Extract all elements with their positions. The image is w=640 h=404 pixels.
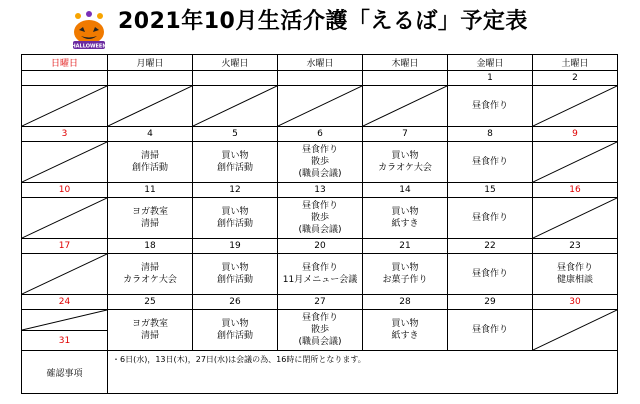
date-cell xyxy=(278,71,363,86)
diagonal-line xyxy=(193,86,277,126)
date-row xyxy=(22,71,618,86)
diagonal-line xyxy=(22,86,107,126)
date-cell: 18 xyxy=(108,239,193,254)
date-cell xyxy=(108,71,193,86)
confirm-note: ・6日(水)，13日(木)，27日(水)は会議の為、16時に閉所となります。 xyxy=(108,351,618,394)
svg-text:HALLOWEEN: HALLOWEEN xyxy=(71,43,107,50)
date-cell xyxy=(363,71,448,86)
date-cell-31: 31 xyxy=(58,335,71,346)
schedule-text: 清掃 カラオケ大会 xyxy=(123,263,177,285)
schedule-cell xyxy=(448,142,533,183)
date-cell: 6 xyxy=(278,127,363,142)
schedule-text: 買い物 創作活動 xyxy=(216,263,253,285)
schedule-cell xyxy=(448,198,533,239)
date-cell: 11 xyxy=(108,183,193,198)
date-cell: 5 xyxy=(193,127,278,142)
weekday-header: 日曜日 xyxy=(22,55,108,71)
schedule-text: ヨガ教室 清掃 xyxy=(131,319,168,341)
schedule-cell xyxy=(278,86,363,127)
diagonal-line xyxy=(533,310,617,350)
schedule-text: 昼食作り 11月メニュー会議 xyxy=(282,263,358,285)
date-cell: 29 xyxy=(448,295,533,310)
schedule-cell xyxy=(278,198,363,239)
schedule-text: 昼食作り 散歩 (職員会議) xyxy=(298,201,342,235)
schedule-text: 昼食作り 散歩 (職員会議) xyxy=(298,313,342,347)
date-cell: 23 xyxy=(533,239,618,254)
date-cell: 17 xyxy=(22,239,108,254)
date-cell: 10 xyxy=(22,183,108,198)
schedule-cell xyxy=(278,310,363,351)
date-cell: 16 xyxy=(533,183,618,198)
date-cell: 3 xyxy=(22,127,108,142)
schedule-text: 昼食作り xyxy=(471,101,508,111)
diagonal-line xyxy=(278,86,362,126)
confirm-row xyxy=(22,351,618,394)
schedule-text: 買い物 紙すき xyxy=(391,319,419,341)
schedule-text: 昼食作り xyxy=(471,269,508,279)
date-cell xyxy=(193,71,278,86)
date-row xyxy=(22,239,618,254)
schedule-cell xyxy=(363,142,448,183)
schedule-cell xyxy=(363,198,448,239)
schedule-cell xyxy=(108,86,193,127)
schedule-row xyxy=(22,310,618,351)
weekday-header: 木曜日 xyxy=(363,55,448,71)
diagonal-line xyxy=(22,310,107,330)
schedule-cell xyxy=(363,86,448,127)
schedule-cell xyxy=(22,142,108,183)
date-cell: 28 xyxy=(363,295,448,310)
confirm-label: 確認事項 xyxy=(22,351,108,394)
date-cell: 2 xyxy=(533,71,618,86)
date-cell: 4 xyxy=(108,127,193,142)
schedule-cell xyxy=(363,310,448,351)
diagonal-line xyxy=(22,142,107,182)
weekday-header: 月曜日 xyxy=(108,55,193,71)
date-cell: 19 xyxy=(193,239,278,254)
schedule-cell xyxy=(278,254,363,295)
date-row xyxy=(22,295,618,310)
diagonal-line xyxy=(22,198,107,238)
date-cell: 24 xyxy=(22,295,108,310)
date-cell: 8 xyxy=(448,127,533,142)
schedule-row xyxy=(22,86,618,127)
split-top xyxy=(22,310,107,331)
schedule-text: 昼食作り 散歩 (職員会議) xyxy=(298,145,342,179)
schedule-text: 買い物 カラオケ大会 xyxy=(378,151,432,173)
schedule-cell xyxy=(108,142,193,183)
date-cell: 7 xyxy=(363,127,448,142)
schedule-text: 買い物 お菓子作り xyxy=(382,263,428,285)
date-cell: 22 xyxy=(448,239,533,254)
weekday-header: 水曜日 xyxy=(278,55,363,71)
schedule-cell xyxy=(193,198,278,239)
halloween-pumpkin-icon xyxy=(70,10,108,50)
schedule-cell xyxy=(533,254,618,295)
diagonal-line xyxy=(533,198,617,238)
date-cell: 25 xyxy=(108,295,193,310)
schedule-cell xyxy=(448,86,533,127)
schedule-text: 買い物 紙すき xyxy=(391,207,419,229)
schedule-text: 昼食作り 健康相談 xyxy=(556,263,593,285)
date-cell: 30 xyxy=(533,295,618,310)
diagonal-line xyxy=(363,86,447,126)
diagonal-line xyxy=(108,86,192,126)
schedule-text: 買い物 創作活動 xyxy=(216,151,253,173)
schedule-text: 昼食作り xyxy=(471,325,508,335)
schedule-row xyxy=(22,254,618,295)
date-cell: 9 xyxy=(533,127,618,142)
date-row xyxy=(22,127,618,142)
schedule-text: 買い物 創作活動 xyxy=(216,319,253,341)
weekday-header: 土曜日 xyxy=(533,55,618,71)
schedule-cell xyxy=(193,310,278,351)
schedule-cell xyxy=(193,86,278,127)
page-title: 2021年10月生活介護「えるば」予定表 xyxy=(118,9,528,34)
diagonal-line xyxy=(533,142,617,182)
schedule-row xyxy=(22,142,618,183)
schedule-cell xyxy=(22,310,108,351)
schedule-row xyxy=(22,198,618,239)
schedule-cell xyxy=(193,254,278,295)
weekday-header: 金曜日 xyxy=(448,55,533,71)
schedule-cell xyxy=(448,254,533,295)
schedule-text: 買い物 創作活動 xyxy=(216,207,253,229)
date-row xyxy=(22,183,618,198)
date-cell: 1 xyxy=(448,71,533,86)
schedule-cell xyxy=(533,142,618,183)
schedule-cell xyxy=(22,198,108,239)
date-cell: 26 xyxy=(193,295,278,310)
date-cell: 21 xyxy=(363,239,448,254)
schedule-cell xyxy=(108,254,193,295)
weekday-header: 火曜日 xyxy=(193,55,278,71)
schedule-text: 昼食作り xyxy=(471,157,508,167)
date-cell: 20 xyxy=(278,239,363,254)
schedule-cell xyxy=(533,310,618,351)
header xyxy=(0,0,640,62)
schedule-text: ヨガ教室 清掃 xyxy=(131,207,168,229)
diagonal-line xyxy=(533,86,617,126)
schedule-cell xyxy=(22,254,108,295)
schedule-cell xyxy=(533,86,618,127)
date-cell: 12 xyxy=(193,183,278,198)
date-cell: 15 xyxy=(448,183,533,198)
schedule-cell xyxy=(533,198,618,239)
schedule-cell xyxy=(108,198,193,239)
schedule-cell xyxy=(22,86,108,127)
diagonal-line xyxy=(22,254,107,294)
schedule-text: 昼食作り xyxy=(471,213,508,223)
date-cell: 13 xyxy=(278,183,363,198)
date-cell: 14 xyxy=(363,183,448,198)
date-cell: 27 xyxy=(278,295,363,310)
schedule-text: 清掃 創作活動 xyxy=(131,151,168,173)
schedule-cell xyxy=(193,142,278,183)
schedule-cell xyxy=(448,310,533,351)
calendar-table xyxy=(21,54,618,394)
schedule-cell xyxy=(278,142,363,183)
schedule-cell xyxy=(363,254,448,295)
weekday-header-row xyxy=(22,55,618,71)
schedule-cell xyxy=(108,310,193,351)
date-cell xyxy=(22,71,108,86)
